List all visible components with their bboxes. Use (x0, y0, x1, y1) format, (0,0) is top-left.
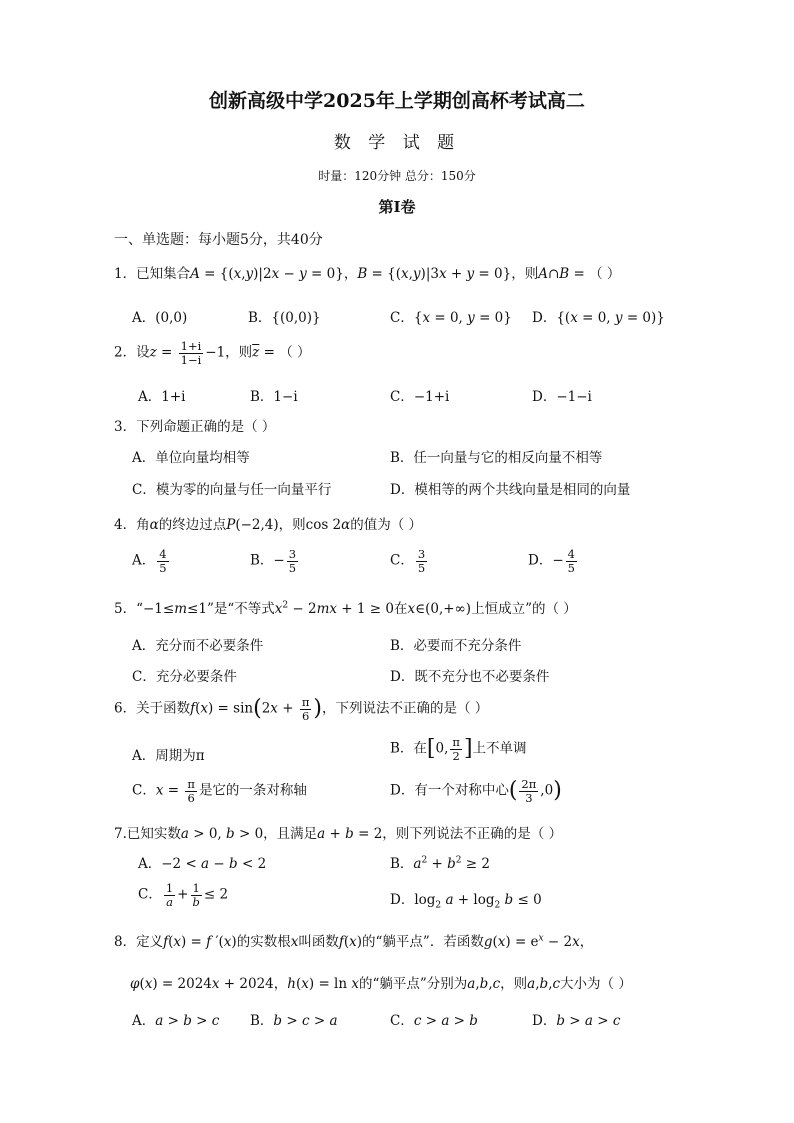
question-7-option-a[interactable]: A．−2 < a − b < 2 (138, 856, 267, 872)
exam-meta: 时量：120分钟 总分：150分 (318, 169, 476, 183)
question-5-option-c[interactable]: C．充分必要条件 (132, 669, 237, 685)
question-6-option-a[interactable]: A．周期为π (132, 748, 205, 764)
exam-subtitle: 数 学 试 题 (333, 133, 461, 153)
question-7-option-c[interactable]: C． $\frac{1}{a}$ + $\frac{1}{b}$ ≤ 2 (138, 881, 229, 909)
question-6-stem: 6．关于函数f(x) = sin(2x + $\frac{\pi}{6}$ )，下列说法不正确的是（ ） (114, 695, 489, 723)
exam-title: 创新高级中学2025年上学期创高杯考试高二 (209, 90, 585, 112)
question-4-option-c[interactable]: C． $\frac{3}{5}$ (390, 547, 426, 575)
question-5-option-b[interactable]: B．必要而不充分条件 (390, 638, 522, 654)
question-5-option-a[interactable]: A．充分而不必要条件 (132, 638, 264, 654)
question-2-option-c[interactable]: C．−1+i (390, 389, 450, 405)
section-heading: 一、单选题：每小题5分，共40分 (114, 232, 323, 248)
question-1-option-d[interactable]: D．{(x = 0, y = 0)} (532, 310, 665, 326)
question-6-option-c[interactable]: C．x = $\frac{\pi}{6}$ 是它的一条对称轴 (132, 777, 307, 805)
question-7-stem: 7.已知实数a > 0, b > 0，且满足a + b = 2，则下列说法不正确的是（ ） (114, 826, 563, 842)
question-1-option-a[interactable]: A．(0,0) (132, 310, 188, 326)
question-1-option-c[interactable]: C．{x = 0, y = 0} (390, 310, 512, 326)
question-3-option-d[interactable]: D．模相等的两个共线向量是相同的向量 (390, 482, 631, 498)
question-6-option-b[interactable]: B．在[0, $\frac{\pi}{2}$ ]上不单调 (390, 735, 527, 763)
question-8-option-a[interactable]: A．a > b > c (132, 1013, 220, 1029)
question-5-stem: 5．“−1≤m≤1”是“不等式$x^2 - 2mx + 1 \ge 0$在x∈(0,+∞)上恒成立”的（ ） (114, 600, 577, 617)
question-2-option-a[interactable]: A．1+i (138, 389, 186, 405)
question-6-option-d[interactable]: D．有一个对称中心( $\frac{2\pi}{3}$ ,0) (390, 777, 562, 805)
question-8-stem-line-2: φ(x) = 2024x + 2024，h(x) = ln x的“躺平点”分别为a,b,c，则a,b,c大小为（ ） (130, 976, 632, 992)
question-4-option-d[interactable]: D．− $\frac{4}{5}$ (528, 547, 575, 575)
question-2-option-b[interactable]: B．1−i (250, 389, 298, 405)
question-3-option-b[interactable]: B．任一向量与它的相反向量不相等 (390, 450, 603, 466)
question-8-option-c[interactable]: C．c > a > b (390, 1013, 478, 1029)
question-4-option-b[interactable]: B．− $\frac{3}{5}$ (250, 547, 297, 575)
question-3-stem: 3．下列命题正确的是（ ） (114, 419, 276, 435)
question-2-stem: 2．设z = $\frac{1+i}{1-i}$ −1，则$\overline{z}$ = （ ） (114, 339, 311, 367)
question-8-option-b[interactable]: B．b > c > a (250, 1013, 338, 1029)
question-3-option-a[interactable]: A．单位向量均相等 (132, 450, 250, 466)
volume-label: 第Ⅰ卷 (378, 198, 416, 216)
question-7-option-d[interactable]: D．$\log_2 a + \log_2 b \le 0$ (390, 892, 542, 911)
question-1-stem: 1．已知集合A = {(x,y)|2x − y = 0}，B = {(x,y)|3x + y = 0}，则A∩B = （ ） (114, 266, 621, 282)
question-8-option-d[interactable]: D．b > a > c (532, 1013, 621, 1029)
question-3-option-c[interactable]: C．模为零的向量与任一向量平行 (132, 482, 332, 498)
question-5-option-d[interactable]: D．既不充分也不必要条件 (390, 669, 550, 685)
question-2-option-d[interactable]: D．−1−i (532, 389, 592, 405)
question-4-stem: 4．角α的终边过点P(−2,4)，则cos 2α的值为（ ） (114, 517, 423, 533)
question-4-option-a[interactable]: A． $\frac{4}{5}$ (132, 547, 167, 575)
question-1-option-b[interactable]: B．{(0,0)} (248, 310, 321, 326)
question-7-option-b[interactable]: B．$a^2 + b^2 \ge 2$ (390, 855, 490, 872)
question-8-stem-line-1: 8．定义f(x) = f ′(x)的实数根x叫函数f(x)的“躺平点”．若函数$g(x) = e^x - 2x$， (114, 933, 594, 950)
